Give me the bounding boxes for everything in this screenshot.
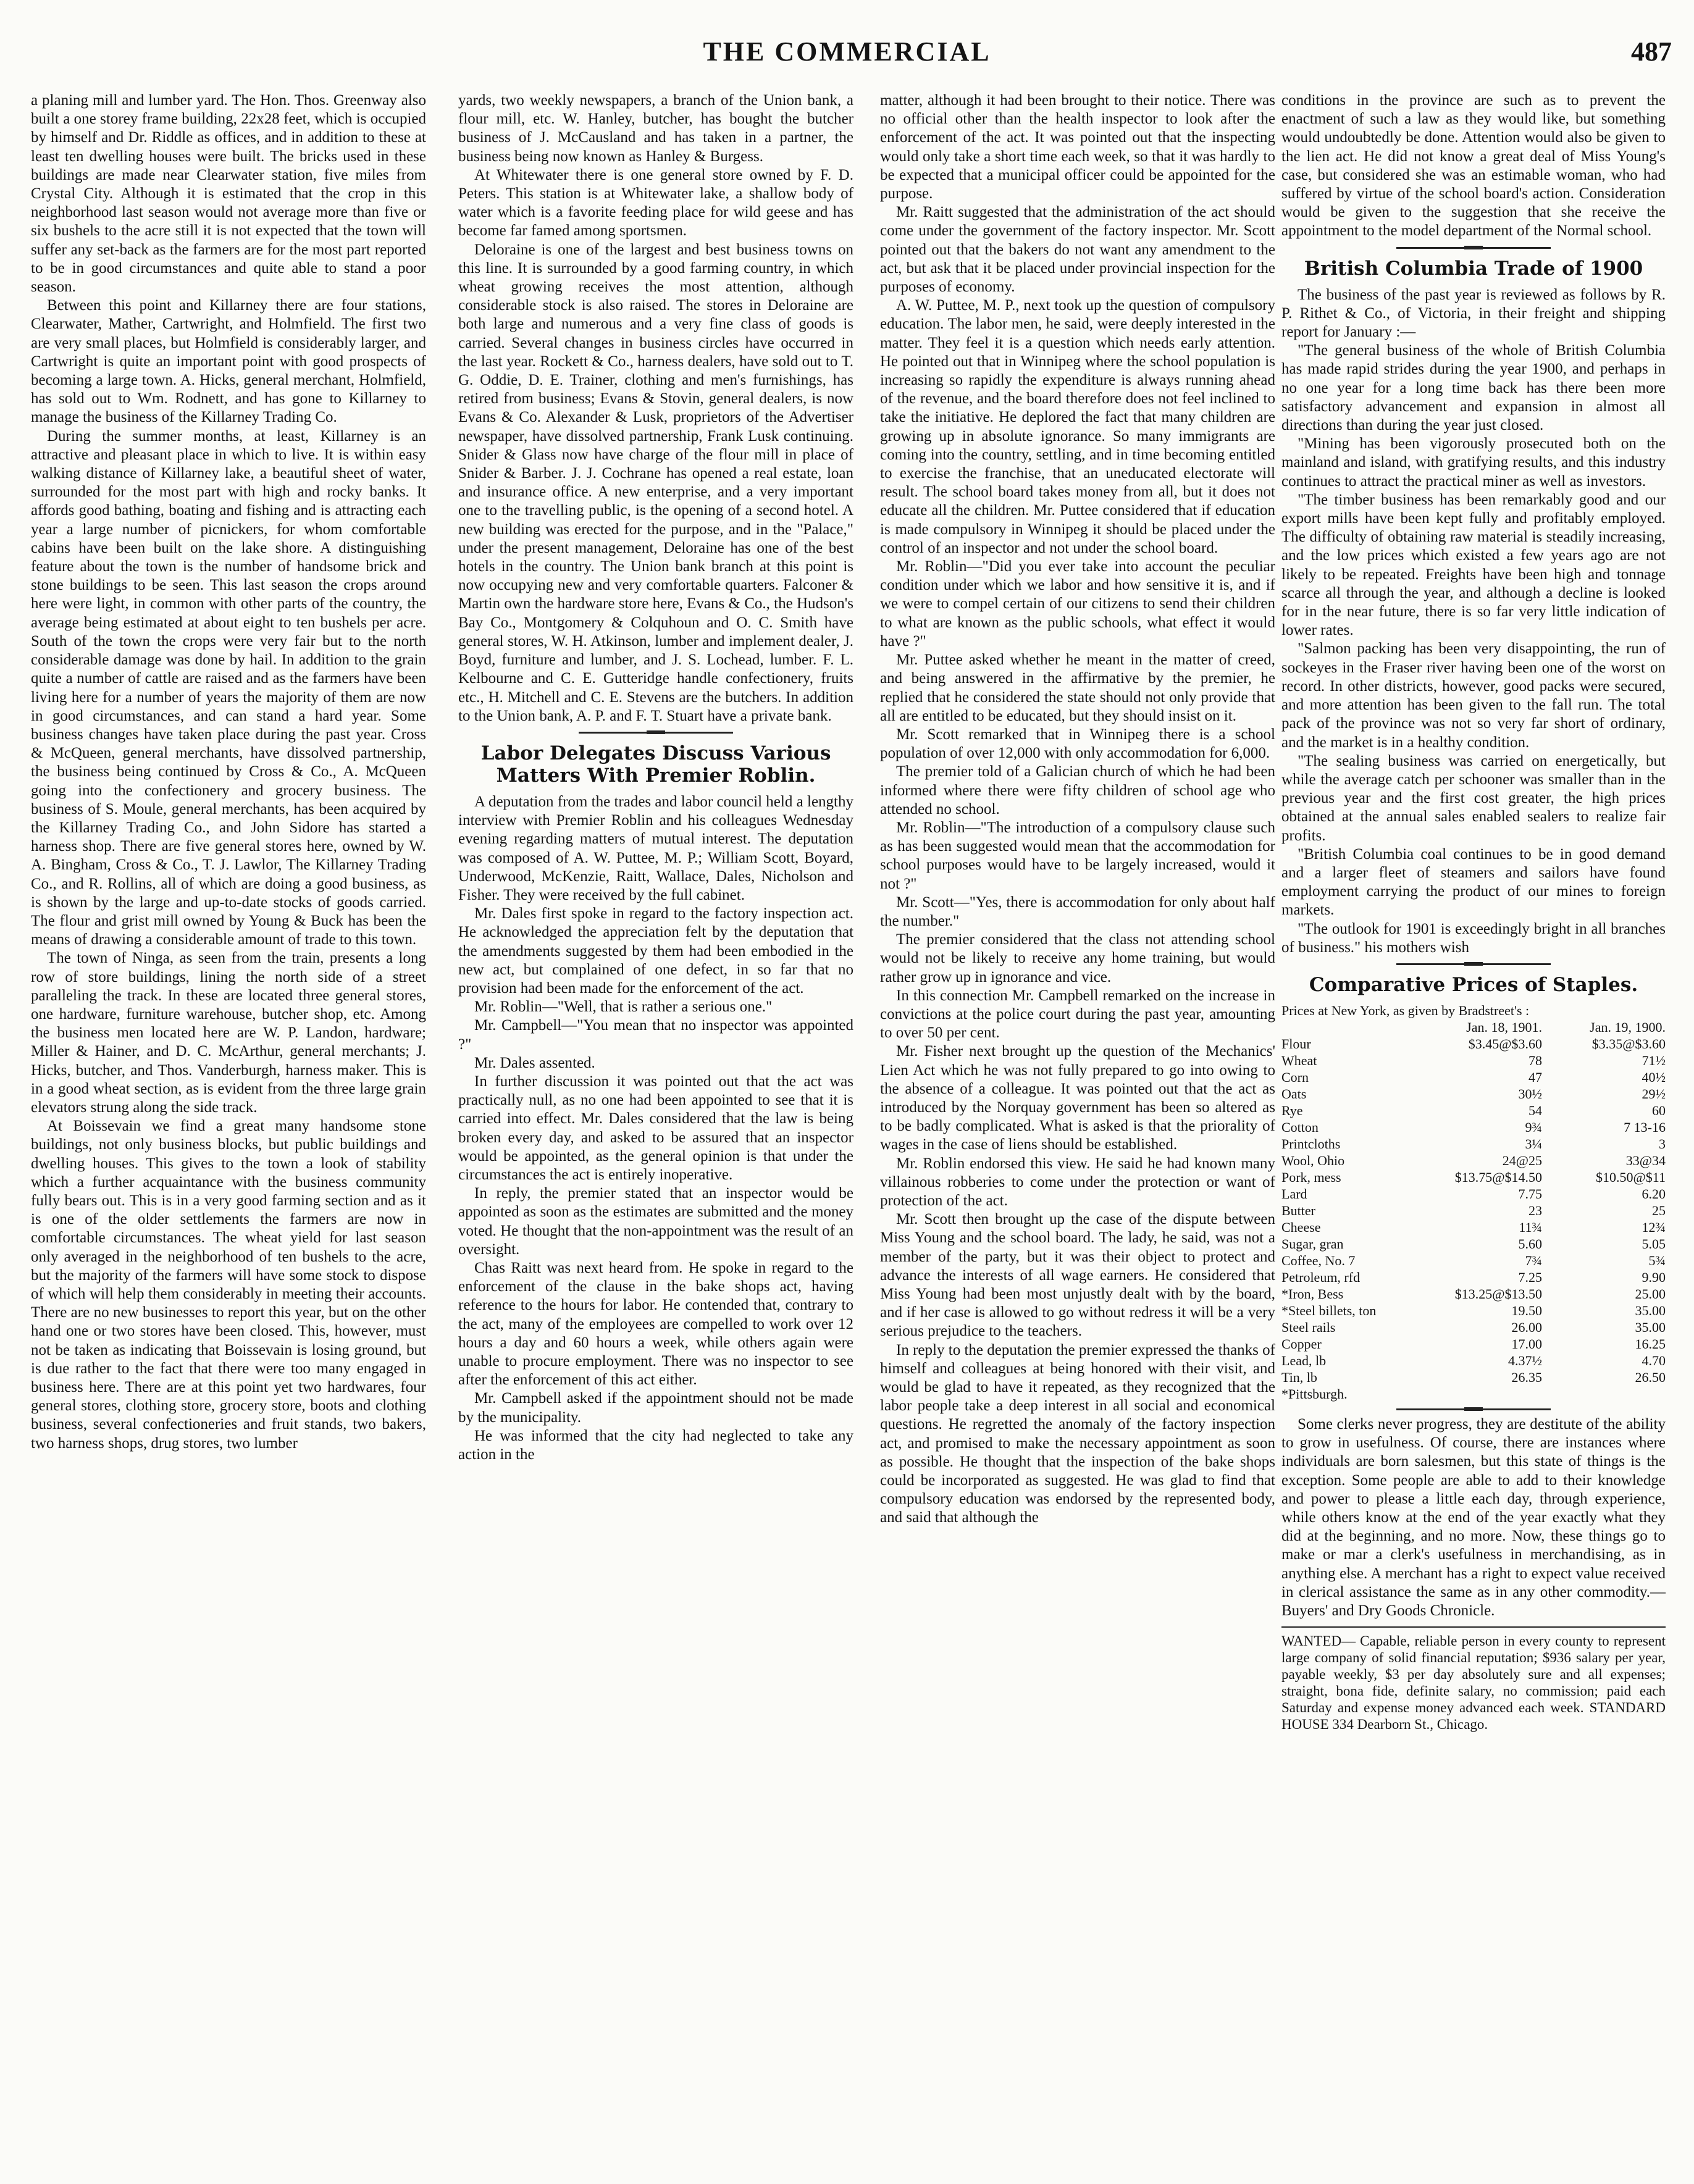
column-4 [1281, 91, 1666, 1733]
price-row [1281, 1069, 1666, 1086]
paragraph: Mr. Dales first spoke in regard to the factory inspection act. He acknowledged the appreciation felt by the deputation that the amendments suggested by them had been embodied in the new act, but complained of one defect, in so far that no provision had been made for the enforcement of the act. [458, 905, 853, 997]
commodity-name: *Steel billets, ton [1281, 1302, 1377, 1318]
price-value: 26.35 [1511, 1369, 1542, 1385]
commodity-name: Steel rails [1281, 1319, 1336, 1335]
paragraph: At Whitewater there is one general store owned by F. D. Peters. This station is at Whitewater lake, a shallow body of water which is a favorite feeding place for wild geese and has become far famed among sportsmen. [458, 166, 853, 240]
paragraph: Some clerks never progress, they are destitute of the ability to grow in usefulness. Of course, there are instances where individuals are born salesmen, but this state of things is the exception. Some people are able to add to their knowledge and power to please a little each day, through experience, while others know at the end of the year exactly what they did at the beginning, and no more. Now, these things go to make or mar a clerk's usefulness in merchandising, as in anything else. A merchant has a right to expect value received in clerical assistance the same as in any other commodity.—Buyers' and Dry Goods Chronicle. [1281, 1415, 1666, 1619]
commodity-name: Petroleum, rfd [1281, 1269, 1361, 1285]
price-value: 29½ [1642, 1086, 1666, 1102]
price-row [1281, 1319, 1666, 1336]
commodity-name: Sugar, gran [1281, 1236, 1344, 1252]
paragraph: Mr. Scott—"Yes, there is accommodation for only about half the number." [880, 893, 1275, 929]
column-1 [31, 91, 426, 1453]
price-value: 4.37½ [1508, 1352, 1542, 1368]
paragraph: yards, two weekly newspapers, a branch of the Union bank, a flour mill, etc. W. Hanley, butcher, has bought the butcher business of J. McCausland and has taken in a partner, the business being now known as Hanley & Burgess. [458, 92, 853, 165]
price-value: 19.50 [1511, 1302, 1542, 1318]
paragraph: The town of Ninga, as seen from the train, presents a long row of store buildings, lining the north side of a street paralleling the track. In these are located three general stores, one hardware, furniture warehouse, butcher shop, etc. Among the business men located here are W. P. Landon, hardware; Miller & Hainer, and D. C. McArthur, general merchants; J. Hicks, butcher, and Thos. Vanderburgh, harness maker. This is in a good wheat section, as is evident from the three large grain elevators strung along the side track. [31, 950, 426, 1116]
paragraph: "The sealing business was carried on energetically, but while the average catch per schooner was smaller than in the previous year and the first cost greater, the high prices obtained at the annual sales enabled sealers to realize fair profits. [1281, 752, 1666, 844]
price-value: 7.25 [1518, 1269, 1542, 1285]
price-row [1281, 1152, 1666, 1169]
paragraph: "British Columbia coal continues to be in good demand and a larger fleet of steamers and sailors have found employment carrying the product of our mines to foreign markets. [1281, 845, 1666, 919]
price-value: 60 [1652, 1102, 1666, 1118]
price-value: 26.50 [1635, 1369, 1666, 1385]
commodity-name: Printcloths [1281, 1136, 1341, 1152]
price-value: 35.00 [1635, 1302, 1666, 1318]
paragraph: In further discussion it was pointed out that the act was practically null, as no one had been appointed to see that it is carried into effect. Mr. Dales considered that the law is being broken every day, and asked to be assured that an inspector would be appointed, as the general opinion is that under the circumstances the act is entirely inoperative. [458, 1073, 853, 1183]
commodity-name: Lard [1281, 1186, 1307, 1202]
commodity-name: Cotton [1281, 1119, 1319, 1135]
prices-heading: Comparative Prices of Staples. [1309, 973, 1638, 996]
paragraph: The premier told of a Galician church of which he had been informed where there were fifty children of school age who attended no school. [880, 763, 1275, 818]
paragraph: A. W. Puttee, M. P., next took up the question of compulsory education. The labor men, he said, were deeply interested in the matter. They feel it is a question which needs early attention. He pointed out that in Winnipeg where the school population is increasing so rapidly the expenditure is always running ahead of the revenue, and the board therefore does not feel inclined to take the initiative. He deplored the fact that many children are growing up in absolute ignorance. So many immigrants are coming into the country, settling, and in time becoming entitled to exercise the franchise, that an uneducated electorate will result. The school board takes money from all, but it does not educate all the children. Mr. Puttee considered that if education is made compulsory in Winnipeg it should be placed under the control of an inspector and not under the school board. [880, 297, 1275, 556]
section-divider [1396, 1408, 1551, 1410]
price-value: 25.00 [1635, 1286, 1666, 1302]
price-value: 3¼ [1525, 1136, 1542, 1152]
price-value: 5¾ [1648, 1252, 1666, 1268]
commodity-name: Oats [1281, 1086, 1307, 1102]
price-value: 24@25 [1502, 1152, 1542, 1168]
price-row [1281, 1369, 1666, 1386]
price-row [1281, 1269, 1666, 1286]
price-value: 5.60 [1518, 1236, 1542, 1252]
price-value: 16.25 [1635, 1336, 1666, 1352]
classified-advertisement: WANTED— Capable, reliable person in every county to represent large company of solid financial reputation; $936 salary per year, payable weekly, $3 per day absolutely sure and all expenses; straight, bona fide, definite salary, no commission; paid each Saturday and expense money advanced each week. STANDARD HOUSE 334 Dearborn St., Chicago. [1281, 1626, 1666, 1733]
paragraph: In reply, the premier stated that an inspector would be appointed as soon as the estimates are submitted and the money voted. He thought that the non-appointment was the result of an oversight. [458, 1185, 853, 1258]
price-row [1281, 1236, 1666, 1252]
price-row [1281, 1352, 1666, 1369]
paragraph: During the summer months, at least, Killarney is an attractive and pleasant place in which to live. It is within easy walking distance of Killarney lake, a beautiful sheet of water, surrounded for the most part with high and rocky banks. It affords good bathing, boating and fishing and is attracting each year a large number of picnickers, for whom comfortable cabins have been built on the lake shore. A distinguishing feature about the town is the number of handsome brick and stone buildings to be seen. This last season the crops around here were light, in common with other parts of the country, the average being estimated at about eight to ten bushels per acre. South of the town the crops were very fair but to the north considerable damage was done by hail. In addition to the grain quite a number of cattle are raised and as the farmers have been living here for a number of years the majority of them are now in good circumstances, and can stand a hard year. Some business changes have taken place during the past year. Cross & McQueen, general merchants, have dissolved partnership, the business being continued by Cross & Co., A. McQueen going into the confectionery and grocery business. The business of S. Moule, general merchants, has been acquired by the Killarney Trading Co., and John Sidore has started a harness shop. There are five general stores here, owned by W. A. Bingham, Cross & Co., T. J. Lawlor, The Killarney Trading Co., and R. Rollins, all of which are doing a good business, as is shown by the large and up-to-date stocks of goods carried. The flour and grist mill owned by Young & Buck has been the means of drawing a considerable amount of trade to this town. [31, 427, 426, 948]
price-row [1281, 1186, 1666, 1202]
publication-title: THE COMMERCIAL [703, 36, 991, 67]
price-row [1281, 1336, 1666, 1352]
price-value: 23 [1528, 1202, 1542, 1218]
column-2 [458, 91, 853, 1464]
paragraph: Chas Raitt was next heard from. He spoke in regard to the enforcement of the clause in the bake shops act, having reference to the hours for labor. He contended that, contrary to the act, many of the employees are compelled to work over 12 hours a day and 60 hours a week, while others again were unable to procure employment. There was no inspector to see after the enforcement of this act either. [458, 1259, 853, 1389]
price-value: 26.00 [1511, 1319, 1542, 1335]
price-value: $13.75@$14.50 [1454, 1169, 1542, 1185]
paragraph: "Mining has been vigorously prosecuted both on the mainland and island, with gratifying results, and this industry continues to attract the practical miner as well as investors. [1281, 435, 1666, 490]
prices-intro: Prices at New York, as given by Bradstreet's : [1281, 1002, 1530, 1018]
paragraph: Mr. Campbell asked if the appointment should not be made by the municipality. [458, 1390, 853, 1426]
commodity-name: *Iron, Bess [1281, 1286, 1344, 1302]
paragraph: a planing mill and lumber yard. The Hon. Thos. Greenway also built a one storey frame building, 22x28 feet, which is occupied by himself and Dr. Riddle as offices, and in addition to these at least ten dwelling houses were built. The bricks used in these buildings are made near Clearwater station, five miles from Crystal City. Although it is estimated that the crop in this neighborhood last season would not average more than five or six bushels to the acre still it is not expected that the town will suffer any set-back as the farmers are for the most part reported to be in good circumstances and quite able to stand a poor season. [31, 92, 426, 296]
price-row [1281, 1052, 1666, 1069]
prices-rows [1281, 1036, 1666, 1386]
price-value: 17.00 [1511, 1336, 1542, 1352]
commodity-name: Copper [1281, 1336, 1322, 1352]
price-value: $3.35@$3.60 [1591, 1036, 1666, 1052]
masthead [0, 36, 1694, 79]
price-row [1281, 1219, 1666, 1236]
price-value: 4.70 [1642, 1352, 1666, 1368]
commodity-name: Wheat [1281, 1052, 1317, 1068]
paragraph: "Salmon packing has been very disappointing, the run of sockeyes in the Fraser river having been one of the worst on record. In other districts, however, good packs were secured, and more attention has been given to the fall run. The total pack of the province was not so very far short of ordinary, and the market is in a healthy condition. [1281, 640, 1666, 751]
section-divider [1396, 963, 1551, 965]
paragraph: In reply to the deputation the premier expressed the thanks of himself and colleagues at being honored with their visit, and would be glad to have it repeated, as they recognized that the labor people take a deep interest in all social and economical questions. He regretted the anomaly of the factory inspection act, and promised to make the necessary appointment as soon as possible. He thought that the inspection of the bake shops could be incorporated as suggested. He was glad to find that compulsory education was endorsed by the represented body, and said that although the [880, 1341, 1275, 1526]
price-row [1281, 1302, 1666, 1319]
price-value: $10.50@$11 [1596, 1169, 1666, 1185]
commodity-name: Flour [1281, 1036, 1311, 1052]
price-value: 7.75 [1518, 1186, 1542, 1202]
paragraph: Deloraine is one of the largest and best business towns on this line. It is surrounded by a good farming country, in which wheat growing receives the most attention, although considerable stock is also raised. The stores in Deloraine are both large and numerous and a very fine class of goods is carried. Several changes in business circles have occurred in the last year. Rockett & Co., harness dealers, have sold out to T. G. Oddie, D. E. Trainer, clothing and men's furnishings, has retired from business; Evans & Stovin, general dealers, is now Evans & Co. Alexander & Lusk, proprietors of the Advertiser newspaper, have dissolved partnership, Frank Lusk continuing. Snider & Glass now have charge of the flour mill in place of Snider & Barber. J. J. Cochrane has opened a real estate, loan and insurance office. A new enterprise, and a very important one to the travelling public, is the opening of a second hotel. A new building was erected for the purpose, and in the "Palace," under the present management, Deloraine has one of the best hotels in the country. The Union bank branch at this point is now occupying new and very comfortable quarters. Falconer & Martin own the hardware store here, Evans & Co., the Hudson's Bay Co., Montgomery & Colquhoun and O. C. Smith have general stores, W. H. Atkinson, lumber and implement dealer, J. Boyd, furniture and lumber, and J. S. Lochead, lumber. F. L. Kelbourne and C. E. Gutteridge handle confectionery, fruits etc., H. Mitchell and C. E. Stevens are the butchers. In addition to the Union bank, A. P. and F. T. Stuart have a private bank. [458, 241, 853, 724]
paragraph: The premier considered that the class not attending school would not be likely to receive any home training, but would rather grow up in ignorance and vice. [880, 931, 1275, 985]
paragraph: At Boissevain we find a great many handsome stone buildings, not only business blocks, but public buildings and dwelling houses. This gives to the town a look of stability which a further acquaintance with the business community fully bears out. This is in a very good farming section and as it is one of the older settlements the farmers are now in comfortable circumstances. The wheat yield for last season only averaged in the neighborhood of ten bushels to the acre, but the majority of the farmers will have some stock to dispose of which will help them considerably in meeting their accounts. There are no new businesses to report this year, but on the other hand one or two stores have been closed. This, however, must not be taken as indicating that Boissevain is losing ground, but is due rather to the fact that there were too many engaged in business here. There are at this point yet two hardwares, four general stores, clothing store, grocery store, boots and clothing business, several confectioneries and fruit stands, two bakers, two harness shops, drug stores, two lumber [31, 1118, 426, 1452]
prices-footnote: *Pittsburgh. [1281, 1386, 1348, 1402]
paragraph: matter, although it had been brought to their notice. There was no official other than the health inspector to look after the enforcement of the act. It was pointed out that the inspecting would only take a short time each week, so that it was hardly to be expected that a municipal officer could be appointed for the purpose. [880, 92, 1275, 203]
prices-col-1901: Jan. 18, 1901. [1466, 1019, 1542, 1035]
price-row [1281, 1286, 1666, 1302]
paragraph: In this connection Mr. Campbell remarked on the increase in convictions at the police court during the past year, amounting to over 50 per cent. [880, 987, 1275, 1042]
price-row [1281, 1252, 1666, 1269]
price-value: 33@34 [1625, 1152, 1666, 1168]
paragraph: Mr. Fisher next brought up the question of the Mechanics' Lien Act which he was not fully prepared to go into owing to the absence of a colleague. It was pointed out that the act as introduced by the Norquay government has been so altered as to be badly complicated. What is asked is that the priorality of wages in the case of liens should be established. [880, 1043, 1275, 1153]
price-value: 25 [1652, 1202, 1666, 1218]
prices-col-1900: Jan. 19, 1900. [1590, 1019, 1666, 1035]
price-row [1281, 1202, 1666, 1219]
commodity-name: Tin, lb [1281, 1369, 1317, 1385]
prices-header-row [1281, 1019, 1666, 1036]
paragraph: Mr. Scott then brought up the case of the dispute between Miss Young and the school board. The lady, he said, was not a member of the party, but it was their object to protect and advance the interests of all wage earners. He considered that Miss Young had been most unjustly dealt with by the board, and if her case is allowed to go without redress it will be a very serious prejudice to the teachers. [880, 1211, 1275, 1340]
commodity-name: Cheese [1281, 1219, 1321, 1235]
commodity-name: Coffee, No. 7 [1281, 1252, 1356, 1268]
price-value: 5.05 [1642, 1236, 1666, 1252]
paragraph: Mr. Scott remarked that in Winnipeg there is a school population of over 12,000 with only accommodation for 6,000. [880, 726, 1275, 762]
price-value: 54 [1528, 1102, 1542, 1118]
price-row [1281, 1136, 1666, 1152]
prices-table [1281, 1002, 1666, 1402]
paragraph: "The timber business has been remarkably good and our export mills have been kept fully and profitably employed. The difficulty of obtaining raw material is steadily increasing, and the low prices which existed a few years ago are not likely to be repeated. Freights have been high and tonnage scarce all through the year, and although a decline is looked for in the near future, there is so far very little indication of lower rates. [1281, 491, 1666, 639]
price-value: 7 13-16 [1624, 1119, 1666, 1135]
section-divider [579, 732, 733, 734]
paragraph: Mr. Roblin—"The introduction of a compulsory clause such as has been suggested would mean that the accommodation for school purposes would have to be largely increased, would it not ?" [880, 819, 1275, 892]
paragraph: He was informed that the city had neglected to take any action in the [458, 1427, 853, 1463]
article-heading: British Columbia Trade of 1900 [1304, 257, 1643, 280]
price-row [1281, 1086, 1666, 1102]
paragraph: Mr. Roblin—"Well, that is rather a serious one." [474, 998, 773, 1016]
paragraph: Mr. Raitt suggested that the administration of the act should come under the government of the factory inspector. Mr. Scott pointed out that the bakers do not want any amendment to the act, but ask that it be placed under provincial inspection for the purposes of economy. [880, 204, 1275, 296]
price-value: 71½ [1642, 1052, 1666, 1068]
commodity-name: Pork, mess [1281, 1169, 1341, 1185]
price-row [1281, 1102, 1666, 1119]
commodity-name: Wool, Ohio [1281, 1152, 1345, 1168]
section-divider [1396, 247, 1551, 249]
paragraph: "The general business of the whole of British Columbia has made rapid strides during the year 1900, and perhaps in no one year for a long time back has there been more satisfactory advancement and expansion in almost all directions than during the year just closed. [1281, 342, 1666, 434]
price-value: 30½ [1518, 1086, 1542, 1102]
price-value: 78 [1528, 1052, 1542, 1068]
price-value: 7¾ [1525, 1252, 1542, 1268]
price-value: 47 [1528, 1069, 1542, 1085]
paragraph: Mr. Roblin endorsed this view. He said he had known many villainous robberies to come under the protection or want of protection of the act. [880, 1155, 1275, 1209]
price-row [1281, 1119, 1666, 1136]
price-value: 35.00 [1635, 1319, 1666, 1335]
paragraph: Mr. Dales assented. [474, 1054, 595, 1071]
commodity-name: Lead, lb [1281, 1352, 1327, 1368]
commodity-name: Butter [1281, 1202, 1315, 1218]
price-value: 6.20 [1642, 1186, 1666, 1202]
paragraph: Mr. Puttee asked whether he meant in the matter of creed, and being answered in the affirmative by the premier, he replied that he considered the state should not only provide that all are entitled to be educated, but they should insist on it. [880, 651, 1275, 724]
article-heading: Labor Delegates Discuss Various Matters With Premier Roblin. [480, 742, 831, 787]
price-value: 9.90 [1642, 1269, 1666, 1285]
price-value: 12¾ [1642, 1219, 1666, 1235]
price-value: 3 [1659, 1136, 1666, 1152]
price-value: $13.25@$13.50 [1454, 1286, 1542, 1302]
commodity-name: Corn [1281, 1069, 1309, 1085]
paragraph: The business of the past year is reviewed as follows by R. P. Rithet & Co., of Victoria, in their freight and shipping report for January :— [1281, 286, 1666, 341]
price-value: 11¾ [1519, 1219, 1542, 1235]
paragraph: "The outlook for 1901 is exceedingly bright in all branches of business." his mothers wish [1281, 920, 1666, 956]
paragraph: A deputation from the trades and labor council held a lengthy interview with Premier Roblin and his colleagues Wednesday evening regarding matters of mutual interest. The deputation was composed of A. W. Puttee, M. P.; William Scott, Boyard, Underwood, McKenzie, Raitt, Wallace, Dales, Nicholson and Fisher. They were received by the full cabinet. [458, 793, 853, 903]
paragraph: Mr. Roblin—"Did you ever take into account the peculiar condition under which we labor and how sensitive it is, and if we were to compel certain of our citizens to send their children to what are known as the public schools, what effect it would have ?" [880, 558, 1275, 650]
price-row [1281, 1169, 1666, 1186]
price-value: 40½ [1642, 1069, 1666, 1085]
price-row [1281, 1036, 1666, 1052]
page-number: 487 [1631, 36, 1672, 67]
price-value: $3.45@$3.60 [1468, 1036, 1542, 1052]
paragraph: Between this point and Killarney there are four stations, Clearwater, Mather, Cartwright, and Holmfield. The first two are very small places, but Holmfield is considerably larger, and Cartwright is quite an important point with good prospects of becoming a large town. A. Hicks, general merchant, Holmfield, has sold out to Wm. Rodnett, and has gone to Killarney to manage the business of the Killarney Trading Co. [31, 297, 426, 426]
column-3 [880, 91, 1275, 1528]
paragraph: Mr. Campbell—"You mean that no inspector was appointed ?" [458, 1017, 853, 1053]
commodity-name: Rye [1281, 1102, 1303, 1118]
paragraph: conditions in the province are such as to prevent the enactment of such a law as they would like, but something would undoubtedly be done. Attention would also be given to the lien act. He did not know a great deal of Miss Young's case, but considered she was an estimable woman, who had suffered by virtue of the school board's action. Consideration would be given to the suggestion that she receive the appointment to the model department of the Normal school. [1281, 92, 1666, 240]
price-value: 9¾ [1525, 1119, 1542, 1135]
